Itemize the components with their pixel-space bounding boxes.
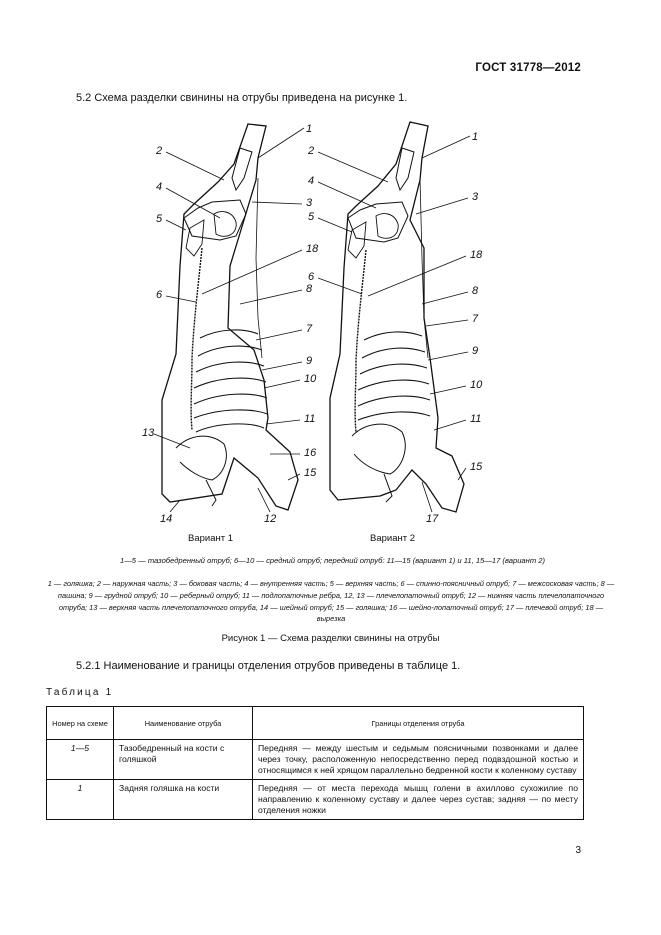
- carcass-variant-2: [330, 122, 464, 512]
- row-name: Задняя голяшка на кости: [114, 780, 253, 820]
- svg-text:15: 15: [470, 461, 483, 473]
- cutting-diagram: [140, 118, 600, 538]
- svg-text:15: 15: [304, 467, 317, 479]
- figure-legend-parts: 1 — голяшка; 2 — наружная часть; 3 — боковая часть; 4 — внутренняя часть; 5 — верхняя часть; 6 — спинно-поясничный отруб; 7 — межсосковая часть; 8 — пашина; 9 — грудной отруб; 10 — реберный отруб; 11 — подлопаточные ребра, 12, 13 — плечелопаточный отруб; 12 — нижняя часть плечелопаточного отруба; 13 — верхняя часть плечелопаточного отруба, 14 — шейный отруб; 15 — голяшка; 16 — шейно-лопаточный отруб; 17 — плечевой отруб; 18 — вырезка: [47, 579, 615, 624]
- svg-text:12: 12: [264, 513, 277, 525]
- svg-text:7: 7: [472, 313, 479, 325]
- variant-1-caption: Вариант 1: [188, 533, 234, 544]
- header-name: Наименование отруба: [114, 707, 253, 740]
- svg-text:4: 4: [308, 175, 315, 187]
- svg-text:7: 7: [306, 323, 313, 335]
- svg-text:5: 5: [308, 211, 315, 223]
- row-number: 1: [47, 780, 114, 820]
- svg-text:9: 9: [472, 345, 479, 357]
- row-bounds: Передняя — от места перехода мышц голени в ахиллово сухожилие по направлению к коленному суставу и далее через сустав; задняя — по месту отделения ножки: [253, 780, 584, 820]
- table-header-row: [47, 707, 584, 740]
- svg-text:6: 6: [156, 289, 163, 301]
- header-bounds: Границы отделения отруба: [253, 707, 584, 740]
- table-1: [46, 706, 584, 820]
- svg-text:2: 2: [308, 145, 315, 157]
- svg-text:13: 13: [142, 427, 155, 439]
- carcass-variant-1: [162, 124, 298, 510]
- row-number: 1—5: [47, 740, 114, 780]
- svg-text:18: 18: [470, 249, 483, 261]
- standard-number: ГОСТ 31778—2012: [475, 62, 581, 74]
- svg-text:5: 5: [156, 213, 163, 225]
- svg-text:1: 1: [306, 123, 313, 135]
- section-5-2-1-text: 5.2.1 Наименование и границы отделения отрубов приведены в таблице 1.: [76, 660, 461, 672]
- labels-variant-1: [142, 123, 319, 525]
- svg-text:4: 4: [156, 181, 163, 193]
- svg-text:3: 3: [306, 197, 313, 209]
- svg-text:11: 11: [304, 413, 316, 425]
- table-caption: Таблица 1: [46, 687, 114, 698]
- figure-legend-groups: 1—5 — тазобедренный отруб; 6—10 — средний отруб; передний отруб: 11—15 (вариант 1) и 11, 15—17 (вариант 2): [119, 556, 546, 565]
- svg-text:10: 10: [470, 379, 483, 391]
- table-row: [47, 740, 584, 780]
- svg-text:9: 9: [306, 355, 313, 367]
- variant-2-caption: Вариант 2: [370, 533, 416, 544]
- header-number: Номер на схеме: [47, 707, 114, 740]
- table-row: [47, 780, 584, 820]
- svg-text:1: 1: [472, 131, 479, 143]
- svg-text:17: 17: [426, 513, 439, 525]
- svg-text:8: 8: [306, 283, 313, 295]
- svg-text:6: 6: [308, 271, 315, 283]
- svg-text:16: 16: [304, 447, 317, 459]
- figure-caption: Рисунок 1 — Схема разделки свинины на отрубы: [221, 633, 440, 644]
- svg-text:14: 14: [160, 513, 173, 525]
- row-name: Тазобедренный на кости с голяшкой: [114, 740, 253, 780]
- svg-text:8: 8: [472, 285, 479, 297]
- page-number: 3: [575, 845, 581, 856]
- svg-text:11: 11: [470, 413, 482, 425]
- svg-text:3: 3: [472, 191, 479, 203]
- svg-text:10: 10: [304, 373, 317, 385]
- row-bounds: Передняя — между шестым и седьмым поясничными позвонками и далее через точку, расположенную непосредственно перед подвздошной костью и относящимся к ней хрящом параллельно бедренной кости к коленному суставу: [253, 740, 584, 780]
- section-5-2-text: 5.2 Схема разделки свинины на отрубы приведена на рисунке 1.: [76, 92, 408, 104]
- svg-text:2: 2: [156, 145, 163, 157]
- svg-text:18: 18: [306, 243, 319, 255]
